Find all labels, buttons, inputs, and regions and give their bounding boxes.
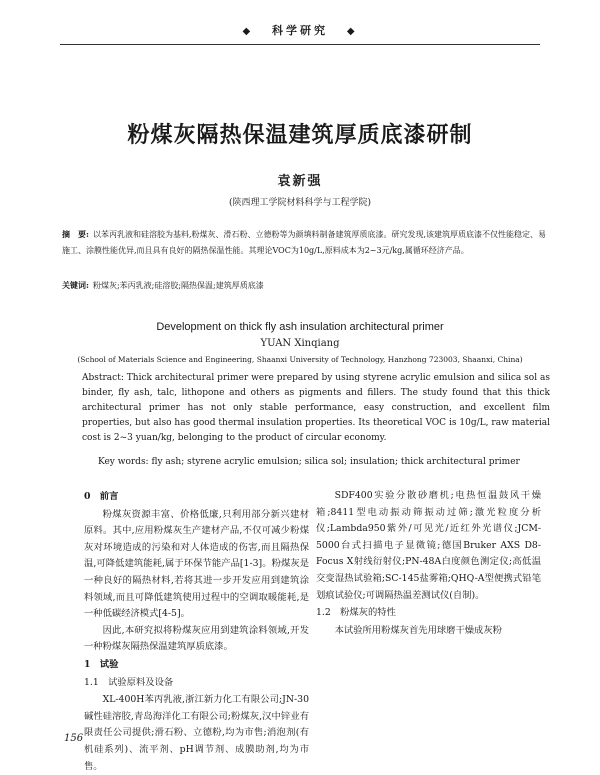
- subsection-heading: 1.2 粉煤灰的特性: [316, 607, 396, 619]
- english-abstract: [82, 371, 550, 446]
- english-abstract-label: Abstract:: [82, 373, 124, 383]
- keywords-cn-text: 粉煤灰;苯丙乳液;硅溶胶;隔热保温;建筑厚质底漆: [92, 281, 264, 290]
- body-column-left: [84, 488, 309, 772]
- body-column-right: [316, 488, 541, 639]
- english-keywords-text: fly ash; styrene acrylic emulsion; silica sol; insulation; thick architectural primer: [151, 457, 520, 467]
- section-heading: 0 前言: [84, 491, 119, 502]
- paper-title: 粉煤灰隔热保温建筑厚质底漆研制: [127, 122, 473, 148]
- abstract-cn-text: 以苯丙乳液和硅溶胶为基料,粉煤灰、滑石粉、立德粉等为颜填料制备建筑厚质底漆。研究发现,该建筑厚质底漆不仅性能稳定、易施工、涂膜性能优异,而且具有良好的隔热保温性能。其理论VOC为10g/L,原料成本为2~3元/kg,属循环经济产品。: [62, 230, 547, 255]
- section-heading: 1 试验: [84, 658, 119, 670]
- affiliation: (陕西理工学院材料科学与工程学院): [228, 198, 372, 208]
- english-abstract-text: Thick architectural primer were prepared by using styrene acrylic emulsion and silica sol as binder, fly ash, talc, lithopone and others as pigments and fillers. The study found that this thick architectural primer has not only stable performance, easy construction, and excellent film properties, but also has good thermal insulation properties. Its theoretical VOC is 10g/L, raw material cost is 2~3 yuan/kg, belonging to the product of circular economy.: [82, 373, 550, 443]
- diamond-ornament-icon: ◆: [346, 26, 358, 37]
- paragraph: 本试验所用粉煤灰首先用球磨干燥成灰粉: [334, 624, 502, 636]
- paragraph: SDF400实验分散砂磨机;电热恒温鼓风干燥箱;8411型电动振动筛振动过筛;激光粒度分析仪;Lambda950紫外/可见光/近红外光谱仪;JCM-5000台式扫描电子显微镜;德国Bruker AXS D8-Focus X射线衍射仪;PN-48A白度颜色测定仪;高低温交变湿热试验箱;SC-145盐雾箱;QHQ-A型便携式铅笔划痕试验仪;可调隔热温差测试仪(自制)。: [316, 490, 541, 601]
- subsection-heading: 1.1 试验原料及设备: [84, 676, 174, 688]
- paragraph: 粉煤灰资源丰富、价格低廉,只利用部分新兴建材原料。其中,应用粉煤灰生产建材产品,不仅可减少粉煤灰对环境造成的污染和对人体造成的伤害,而且隔热保温,可降低建筑能耗,属于环保节能产品[1-3]。粉煤灰是一种良好的隔热材料,若将其进一步开发应用到建筑涂料领域,而且可降低建筑使用过程中的空调取暖能耗,是一种低碳经济模式[4-5]。: [84, 508, 309, 620]
- english-title: Development on thick fly ash insulation architectural primer: [156, 321, 444, 333]
- running-header: [0, 22, 600, 42]
- abstract-cn-label: 摘 要:: [62, 229, 89, 239]
- english-keywords-label: Key words:: [98, 457, 149, 467]
- abstract-cn: [62, 226, 552, 259]
- author: 袁新强: [277, 174, 323, 189]
- page-number: 156: [64, 733, 84, 744]
- keywords-cn: [62, 278, 552, 293]
- paragraph: 因此,本研究拟将粉煤灰应用到建筑涂料领域,开发一种粉煤灰隔热保温建筑厚质底漆。: [84, 624, 309, 653]
- paragraph: XL-400H苯丙乳液,浙江新力化工有限公司;JN-30碱性硅溶胶,青岛海洋化工有限公司;粉煤灰,汉中锌业有限责任公司提供;滑石粉、立德粉,均为市售;消泡剂(有机硅系列)、流平剂、pH调节剂、成膜助剂,均为市售。: [84, 694, 309, 772]
- english-keywords: [98, 455, 550, 469]
- english-affiliation: (School of Materials Science and Engineering, Shaanxi University of Technology, Hanzhong 723003, Shaanxi, China): [77, 355, 523, 364]
- diamond-ornament-icon: ◆: [242, 26, 254, 37]
- header-rule: [60, 44, 540, 45]
- english-author: YUAN Xinqiang: [260, 338, 340, 349]
- header-section-label: 科学研究: [272, 24, 328, 37]
- keywords-cn-label: 关键词:: [62, 280, 89, 290]
